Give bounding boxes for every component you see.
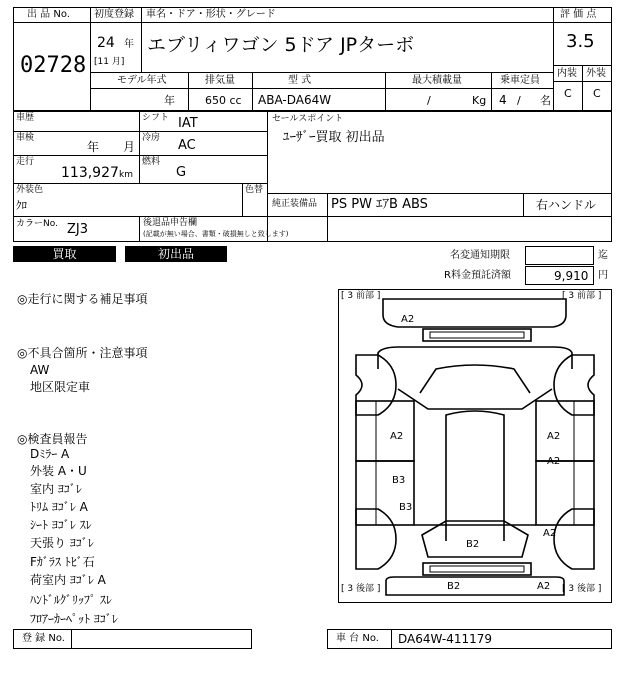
sales-point-value: ﾕｰｻﾞｰ買取 初出品 [283, 130, 385, 145]
inspector-item: ｼｰﾄ ﾖｺﾞﾚ ｽﾚ [30, 518, 92, 532]
transfer-deadline-label: 名変通知期限 [450, 250, 510, 261]
car-name-label: 車名・ドア・形状・グレード [146, 9, 276, 20]
mileage-unit: km [119, 170, 133, 180]
inspector-item: ﾄﾘﾑ ﾖｺﾞﾚ A [30, 500, 88, 514]
corner-label-rear-right: [ 3 後部 ] [562, 584, 602, 594]
corner-label-front-left: [ 3 前部 ] [341, 291, 381, 301]
transfer-deadline-unit: 迄 [598, 250, 608, 261]
ext-color-label: 外装色 [16, 185, 44, 195]
inspector-item: 室内 ﾖｺﾞﾚ [30, 482, 82, 496]
reg-no-label: 登 録 No. [22, 633, 65, 644]
inspector-item: 荷室内 ﾖｺﾞﾚ A [30, 573, 106, 587]
recycle-fee-unit: 円 [598, 270, 608, 281]
shift-label: シフト [142, 113, 170, 123]
capacity-value: 4 [499, 93, 507, 107]
corner-label-rear-left: [ 3 後部 ] [341, 584, 381, 594]
chassis-value: DA64W-411179 [398, 632, 493, 646]
inspector-item: 外装 A・U [30, 464, 87, 478]
inspector-item: 天張り ﾖｺﾞﾚ [30, 536, 94, 550]
damage-mark: A2 [390, 431, 404, 442]
max-load-slash: / [427, 94, 431, 107]
recycle-fee-label: R料金預託済額 [444, 270, 511, 281]
aircon-value: AC [178, 138, 196, 153]
damage-mark: A2 [547, 456, 561, 467]
inspector-title: ◎検査員報告 [17, 432, 88, 446]
displacement-label: 排気量 [205, 75, 235, 86]
history-label: 車歴 [16, 113, 35, 123]
mileage-label: 走行 [16, 157, 35, 167]
fuel-label: 燃料 [142, 157, 161, 167]
equipment-value: PS PW ｴｱB ABS [331, 197, 428, 212]
exterior-grade: C [593, 87, 601, 100]
first-reg-year: 24 [97, 35, 115, 51]
ext-color-value: ｸﾛ [16, 199, 27, 212]
recycle-fee-value: 9,910 [554, 269, 589, 283]
capacity-label: 乗車定員 [500, 75, 540, 86]
color-no-value: ZJ3 [67, 222, 89, 237]
corner-label-front-right: [ 3 前部 ] [562, 291, 602, 301]
damage-mark: A2 [401, 314, 415, 325]
color-no-label: カラーNo. [16, 219, 58, 229]
car-body-outline [338, 289, 612, 603]
inspector-item: ﾊﾝﾄﾞﾙｸﾞﾘｯﾌﾟ ｽﾚ [30, 593, 112, 607]
displacement-value: 650 cc [205, 94, 242, 107]
inspection-month-unit: 月 [123, 140, 136, 154]
max-load-unit: Kg [472, 94, 487, 107]
max-load-label: 最大積載量 [412, 75, 462, 86]
capacity-unit: 名 [540, 94, 551, 107]
first-reg-label: 初度登録 [94, 9, 134, 20]
defect-item: AW [30, 363, 50, 377]
model-year-label: モデル年式 [117, 75, 167, 86]
inspector-item: Dﾐﾗｰ A [30, 447, 70, 461]
transfer-deadline-box [525, 246, 594, 265]
defect-item: 地区限定車 [30, 380, 91, 394]
aftermarket-label: 後退品申告欄 [143, 218, 198, 228]
first-listing-tag: 初出品 [125, 246, 227, 262]
equipment-label: 純正装備品 [272, 199, 318, 209]
model-year-unit: 年 [164, 94, 175, 107]
score-label: 評 価 点 [560, 9, 597, 20]
lot-number: 02728 [20, 53, 87, 78]
inspector-item: ﾌﾛｱｰｶｰﾍﾟｯﾄ ﾖｺﾞﾚ [30, 612, 118, 626]
car-name: エブリィワゴン 5ドア JPターボ [147, 34, 415, 56]
purchase-tag: 買取 [13, 246, 116, 262]
lot-label: 出 品 No. [27, 9, 70, 20]
supplement-title: ◎走行に関する補足事項 [17, 292, 148, 306]
chassis-label: 車 台 No. [336, 633, 379, 644]
first-reg-month: [11 月] [94, 57, 125, 67]
exterior-label: 外装 [586, 68, 606, 79]
steering-value: 右ハンドル [536, 198, 597, 212]
first-reg-year-unit: 年 [124, 39, 134, 50]
capacity-slash: / [517, 94, 521, 107]
damage-mark: B2 [466, 539, 480, 550]
mileage-value: 113,927 [61, 165, 119, 181]
damage-mark: B3 [392, 475, 406, 486]
type-label: 型 式 [288, 75, 312, 86]
inspection-label: 車検 [16, 133, 35, 143]
color-change-label: 色替 [245, 185, 264, 195]
type-value: ABA-DA64W [258, 93, 332, 107]
aftermarket-note: (記載が無い場合、書類・破損無しと致します) [143, 230, 289, 238]
damage-mark: A2 [543, 528, 557, 539]
shift-value: IAT [178, 116, 198, 131]
inspection-year-unit: 年 [87, 140, 100, 154]
damage-mark: A2 [547, 431, 561, 442]
fuel-value: G [176, 165, 187, 180]
damage-mark: B2 [447, 581, 461, 592]
overall-score: 3.5 [566, 31, 595, 52]
damage-mark: B3 [399, 502, 413, 513]
interior-grade: C [564, 87, 572, 100]
interior-label: 内装 [557, 68, 577, 79]
aircon-label: 冷房 [142, 133, 161, 143]
sales-point-label: セールスポイント [272, 114, 344, 124]
car-diagram [338, 289, 612, 603]
damage-mark: A2 [537, 581, 551, 592]
inspector-item: Fｶﾞﾗｽ ﾄﾋﾞ石 [30, 555, 95, 569]
defects-title: ◎不具合箇所・注意事項 [17, 346, 148, 360]
